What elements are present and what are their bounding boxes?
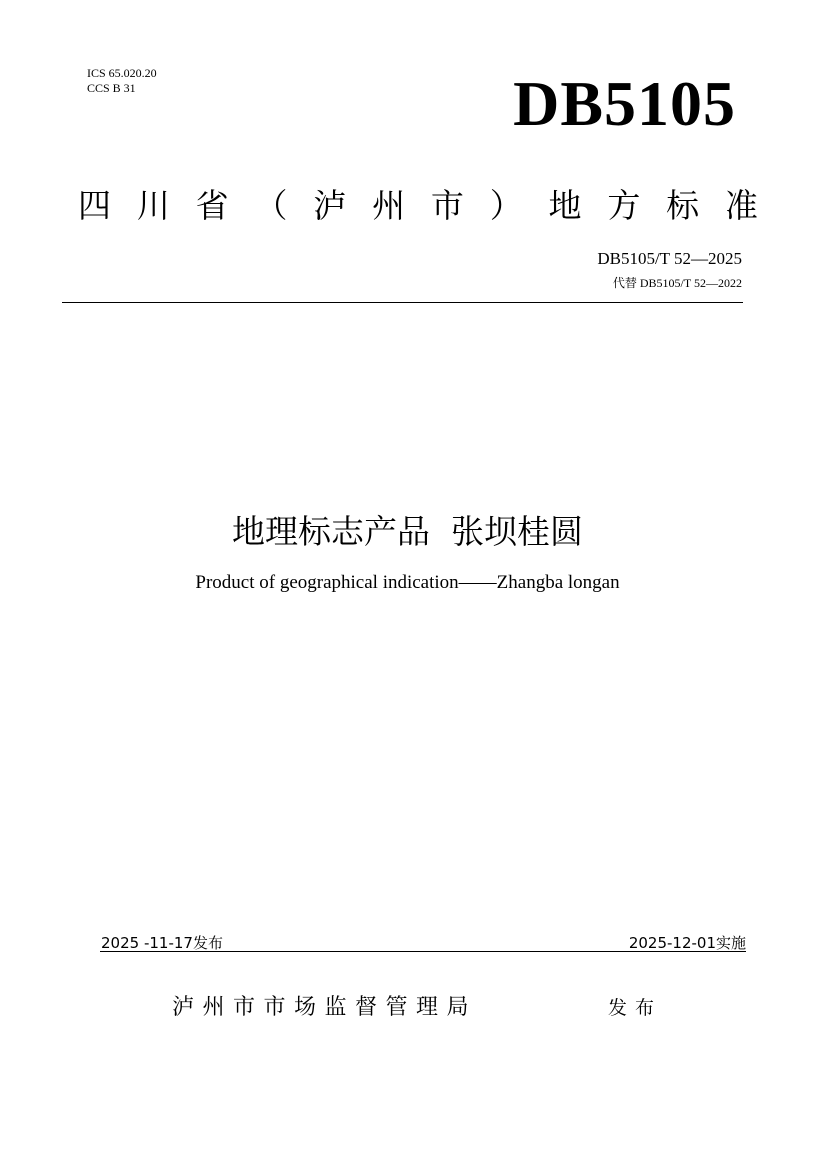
ccs-code: CCS B 31 bbox=[87, 81, 136, 95]
classification-char: 四 bbox=[78, 186, 111, 225]
classification-char: ） bbox=[489, 186, 523, 225]
replaced-standard: 代替 DB5105/T 52—2022 bbox=[612, 276, 742, 290]
implementation-date: 2025-12-01实施 bbox=[628, 934, 746, 952]
classification-char: 川 bbox=[136, 186, 170, 225]
issue-date: 2025 -11-17发布 bbox=[101, 934, 223, 952]
classification-char: 市 bbox=[430, 186, 464, 225]
document-title-zh: 地理标志产品 张坝桂圆 bbox=[232, 512, 583, 551]
classification-char: 泸 bbox=[313, 186, 347, 225]
ics-code: ICS 65.020.20 bbox=[87, 66, 157, 80]
standard-classification bbox=[78, 184, 758, 228]
classification-char: 省 bbox=[195, 186, 229, 225]
classification-char: 方 bbox=[607, 186, 641, 225]
issuer-name: 泸州市市场监督管理局 bbox=[172, 995, 478, 1020]
classification-char: 准 bbox=[724, 186, 758, 225]
standard-number: DB5105/T 52—2025 bbox=[597, 249, 742, 268]
standard-prefix-code: DB5105 bbox=[513, 68, 736, 139]
issuer-action: 发布 bbox=[607, 997, 662, 1019]
classification-char: 标 bbox=[666, 186, 700, 225]
classification-char: （ bbox=[254, 186, 288, 225]
dates-divider bbox=[100, 951, 746, 952]
header-divider bbox=[62, 302, 743, 303]
classification-char: 地 bbox=[548, 186, 582, 225]
classification-char: 州 bbox=[372, 186, 406, 225]
document-title-en: Product of geographical indication——Zhangba longan bbox=[195, 572, 620, 593]
issuing-authority bbox=[172, 993, 662, 1023]
